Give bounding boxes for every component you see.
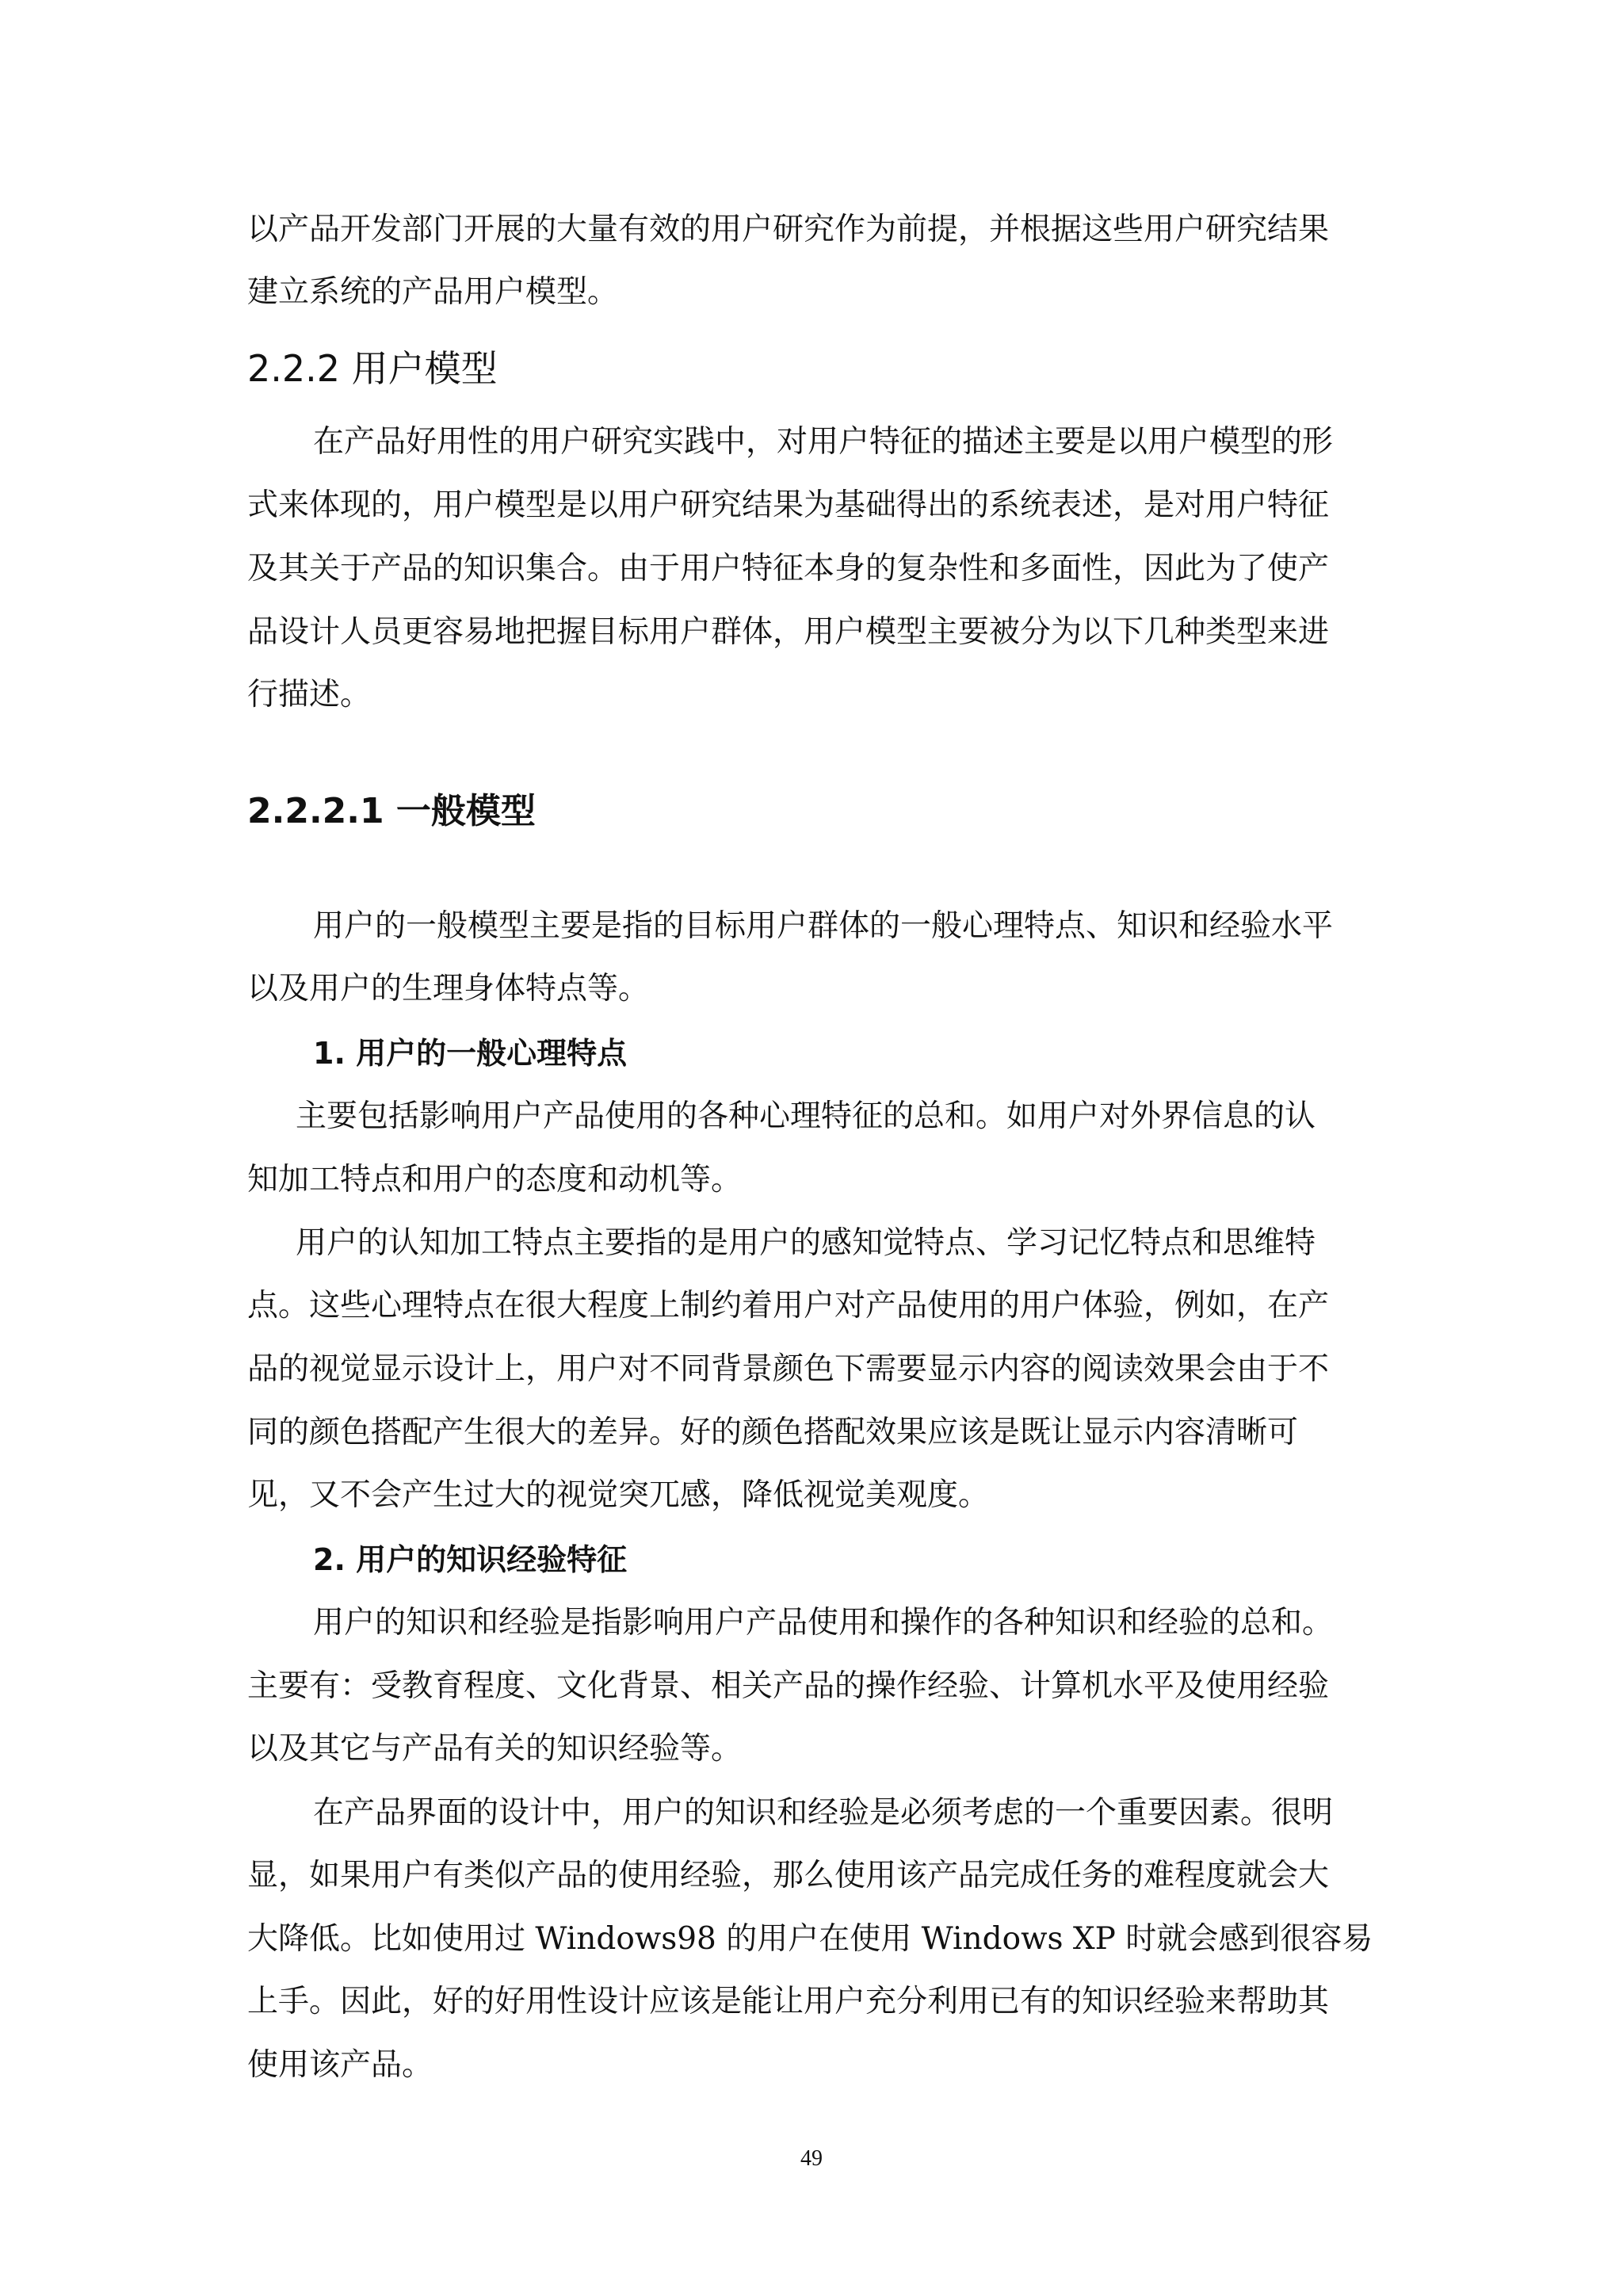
section-heading-2-2-2-1: 2.2.2.1 一般模型 [247,791,536,831]
paragraph-line: 以及其它与产品有关的知识经验等。 [247,1731,743,1767]
intro-line-1: 以产品开发部门开展的大量有效的用户研究作为前提，并根据这些用户研究结果 [247,212,1330,247]
paragraph-line: 及其关于产品的知识集合。由于用户特征本身的复杂性和多面性，因此为了使产 [247,551,1330,586]
paragraph-line: 点。这些心理特点在很大程度上制约着用户对产品使用的用户体验，例如，在产 [247,1288,1330,1324]
paragraph-line: 以及用户的生理身体特点等。 [247,971,650,1007]
paragraph-line: 用户的一般模型主要是指的目标用户群体的一般心理特点、知识和经验水平 [313,908,1334,944]
intro-line-2: 建立系统的产品用户模型。 [247,274,619,310]
paragraph-line: 使用该产品。 [247,2047,433,2083]
section-heading-2-2-2: 2.2.2 用户模型 [247,347,498,390]
paragraph-line: 品的视觉显示设计上，用户对不同背景颜色下需要显示内容的阅读效果会由于不 [247,1351,1330,1387]
paragraph-line: 在产品界面的设计中，用户的知识和经验是必须考虑的一个重要因素。很明 [313,1795,1334,1831]
paragraph-line: 在产品好用性的用户研究实践中，对用户特征的描述主要是以用户模型的形 [313,424,1334,460]
paragraph-line: 用户的认知加工特点主要指的是用户的感知觉特点、学习记忆特点和思维特 [296,1225,1316,1261]
list-item-title-1: 1. 用户的一般心理特点 [313,1036,628,1071]
paragraph-line: 用户的知识和经验是指影响用户产品使用和操作的各种知识和经验的总和。 [313,1605,1334,1641]
list-item-title-2: 2. 用户的知识经验特征 [313,1542,628,1577]
paragraph-line: 主要有：受教育程度、文化背景、相关产品的操作经验、计算机水平及使用经验 [247,1668,1330,1704]
paragraph-line: 品设计人员更容易地把握目标用户群体，用户模型主要被分为以下几种类型来进 [247,614,1330,650]
paragraph-line: 大降低。比如使用过 Windows98 的用户在使用 Windows XP 时就会感到很容易 [247,1921,1373,1957]
paragraph-line: 显，如果用户有类似产品的使用经验，那么使用该产品完成任务的难程度就会大 [247,1858,1330,1893]
paragraph-line: 同的颜色搭配产生很大的差异。好的颜色搭配效果应该是既让显示内容清晰可 [247,1415,1299,1450]
paragraph-line: 式来体现的，用户模型是以用户研究结果为基础得出的系统表述，是对用户特征 [247,487,1330,523]
paragraph-line: 见，又不会产生过大的视觉突兀感，降低视觉美观度。 [247,1477,990,1513]
page-number: 49 [800,2146,823,2171]
paragraph-line: 知加工特点和用户的态度和动机等。 [247,1162,743,1198]
paragraph-line: 行描述。 [247,677,372,712]
paragraph-line: 主要包括影响用户产品使用的各种心理特征的总和。如用户对外界信息的认 [296,1098,1316,1134]
paragraph-line: 上手。因此，好的好用性设计应该是能让用户充分利用已有的知识经验来帮助其 [247,1984,1330,2019]
